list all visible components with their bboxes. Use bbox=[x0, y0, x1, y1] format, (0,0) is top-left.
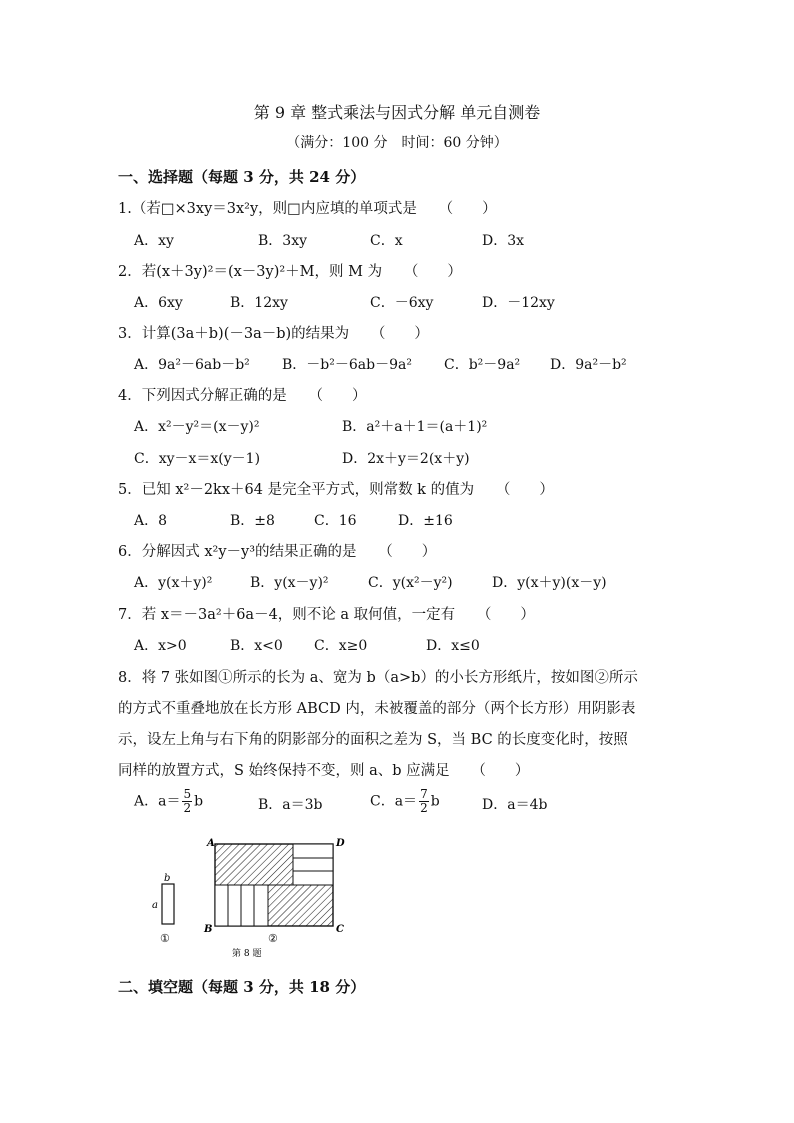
question-2-option-a: A．6xy bbox=[134, 295, 183, 311]
question-1-option-d: D．3x bbox=[482, 233, 525, 249]
question-8-line-3: 示，设左上角与右下角的阴影部分的面积之差为 S，当 BC 的长度变化时，按照 bbox=[118, 732, 628, 748]
question-8-option-a: A．a＝ $\frac{5}{2}$ b bbox=[134, 787, 204, 815]
question-5-option-d: D．±16 bbox=[398, 513, 453, 529]
label-B: B bbox=[204, 924, 213, 935]
question-1-stem: 1.（若□×3xy＝3x²y，则□内应填的单项式是 （ ） bbox=[118, 201, 497, 217]
question-1-option-b: B．3xy bbox=[258, 233, 307, 249]
fraction: $\frac{7}{2}$ bbox=[420, 787, 428, 815]
small-rectangle-figure-1 bbox=[162, 884, 174, 924]
question-8-option-d: D．a＝4b bbox=[482, 797, 548, 813]
question-8-line-4: 同样的放置方式，S 始终保持不变，则 a、b 应满足 （ ） bbox=[118, 763, 530, 779]
question-2-option-b: B．12xy bbox=[230, 295, 288, 311]
question-3-option-d: D．9a²－b² bbox=[550, 357, 627, 373]
section-heading-choice: 一、选择题（每题 3 分，共 24 分） bbox=[118, 168, 366, 186]
question-2-option-c: C．－6xy bbox=[370, 295, 434, 311]
question-7-option-c: C．x≥0 bbox=[314, 638, 368, 654]
question-1-option-c: C．x bbox=[370, 233, 403, 249]
question-6-stem: 6．分解因式 x²y－y³的结果正确的是 （ ） bbox=[118, 544, 437, 560]
question-4-stem: 4．下列因式分解正确的是 （ ） bbox=[118, 388, 367, 404]
question-7-stem: 7．若 x＝－3a²＋6a－4，则不论 a 取何值，一定有 （ ） bbox=[118, 607, 535, 623]
question-6-option-c: C．y(x²－y²) bbox=[368, 575, 453, 591]
question-6-option-a: A．y(x＋y)² bbox=[134, 575, 213, 591]
question-7-option-d: D．x≤0 bbox=[426, 638, 480, 654]
question-4-option-d: D．2x＋y＝2(x＋y) bbox=[342, 451, 470, 467]
question-2-option-d: D．－12xy bbox=[482, 295, 555, 311]
label-a: a bbox=[152, 900, 158, 911]
question-3-option-b: B．－b²－6ab－9a² bbox=[282, 357, 412, 373]
label-figure-1: ① bbox=[160, 932, 170, 945]
question-5-option-c: C．16 bbox=[314, 513, 357, 529]
question-4-option-a: A．x²－y²＝(x－y)² bbox=[134, 419, 260, 435]
question-5-option-b: B．±8 bbox=[230, 513, 275, 529]
label-D: D bbox=[336, 838, 345, 849]
question-4-option-b: B．a²＋a＋1＝(a＋1)² bbox=[342, 419, 488, 435]
strips-top-right bbox=[293, 844, 333, 885]
figure-caption: 第 8 题 bbox=[232, 949, 262, 959]
question-6-option-d: D．y(x＋y)(x－y) bbox=[492, 575, 607, 591]
question-2-stem: 2．若(x＋3y)²＝(x－3y)²＋M，则 M 为 （ ） bbox=[118, 264, 462, 280]
question-5-stem: 5．已知 x²－2kx＋64 是完全平方式，则常数 k 的值为 （ ） bbox=[118, 482, 554, 498]
shaded-region-top-left bbox=[215, 844, 293, 885]
question-6-option-b: B．y(x－y)² bbox=[250, 575, 329, 591]
question-7-option-b: B．x<0 bbox=[230, 638, 283, 654]
question-1-option-a: A．xy bbox=[134, 233, 174, 249]
label-figure-2: ② bbox=[268, 932, 278, 945]
question-5-option-a: A．8 bbox=[134, 513, 168, 529]
question-7-option-a: A．x>0 bbox=[134, 638, 187, 654]
question-3-option-a: A．9a²－6ab－b² bbox=[134, 357, 250, 373]
question-4-option-c: C．xy－x＝x(y－1) bbox=[134, 451, 261, 467]
fraction: $\frac{5}{2}$ bbox=[183, 787, 192, 815]
shaded-region-bottom-right bbox=[268, 885, 333, 926]
question-8-option-b: B．a＝3b bbox=[258, 797, 323, 813]
question-8-option-c: C．a＝ $\frac{7}{2}$ b bbox=[370, 787, 440, 815]
question-8-line-2: 的方式不重叠地放在长方形 ABCD 内，未被覆盖的部分（两个长方形）用阴影表 bbox=[118, 701, 636, 717]
section-heading-fill-in: 二、填空题（每题 3 分，共 18 分） bbox=[118, 978, 366, 996]
question-8-line-1: 8．将 7 张如图①所示的长为 a、宽为 b（a>b）的小长方形纸片，按如图②所示 bbox=[118, 670, 638, 686]
label-A: A bbox=[207, 838, 215, 849]
label-C: C bbox=[336, 924, 344, 935]
page-title: 第 9 章 整式乘法与因式分解 单元自测卷 bbox=[253, 103, 541, 122]
question-3-option-c: C．b²－9a² bbox=[444, 357, 521, 373]
label-b: b bbox=[164, 873, 171, 884]
question-8-figure bbox=[150, 834, 360, 964]
page-subtitle: （满分：100 分 时间：60 分钟） bbox=[286, 135, 508, 151]
question-3-stem: 3．计算(3a＋b)(－3a－b)的结果为 （ ） bbox=[118, 326, 429, 342]
